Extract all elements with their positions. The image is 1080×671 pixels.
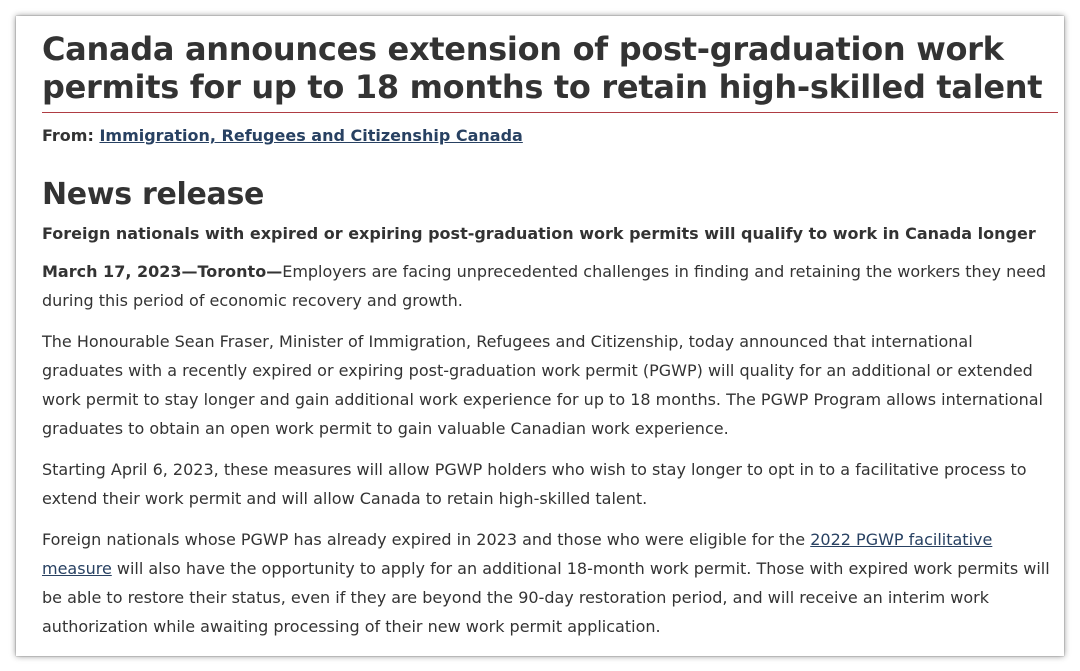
from-label: From: bbox=[42, 126, 94, 145]
page-title: Canada announces extension of post-graduation work permits for up to 18 months to retain high-skilled talent bbox=[42, 30, 1058, 113]
article-content bbox=[42, 16, 1058, 641]
paragraph-1 bbox=[42, 257, 1058, 315]
dateline: March 17, 2023—Toronto— bbox=[42, 262, 283, 281]
paragraph-4 bbox=[42, 525, 1058, 641]
paragraph-1-text: Employers are facing unprecedented challenges in finding and retaining the workers they need during this period of economic recovery and growth. bbox=[42, 262, 1047, 310]
paragraph-4-text-before: Foreign nationals whose PGWP has already expired in 2023 and those who were eligible for the bbox=[42, 530, 811, 549]
from-line bbox=[42, 125, 1058, 147]
paragraph-4-text-after: will also have the opportunity to apply for an additional 18-month work permit. Those with expired work permits will be able to restore their status, even if they are beyond the 90-day restoration period, and will receive an interim work authorization while awaiting processing of their new work permit application. bbox=[42, 559, 1050, 636]
section-heading: News release bbox=[42, 177, 265, 212]
paragraph-3: Starting April 6, 2023, these measures will allow PGWP holders who wish to stay longer to opt in to a facilitative process to extend their work permit and will allow Canada to retain high-skilled talent. bbox=[42, 460, 1027, 508]
facilitative-measure-link[interactable]: 2022 PGWP facilitative measure bbox=[42, 530, 993, 578]
department-link[interactable]: Immigration, Refugees and Citizenship Canada bbox=[99, 126, 523, 145]
paragraph-2: The Honourable Sean Fraser, Minister of Immigration, Refugees and Citizenship, today announced that international graduates with a recently expired or expiring post-graduation work permit (PGWP) will quality for an additional or extended work permit to stay longer and gain additional work experience for up to 18 months. The PGWP Program allows international graduates to obtain an open work permit to gain valuable Canadian work experience. bbox=[42, 332, 1043, 438]
article-subheading: Foreign nationals with expired or expiring post-graduation work permits will qualify to work in Canada longer bbox=[42, 224, 1036, 243]
page-frame bbox=[16, 16, 1064, 656]
